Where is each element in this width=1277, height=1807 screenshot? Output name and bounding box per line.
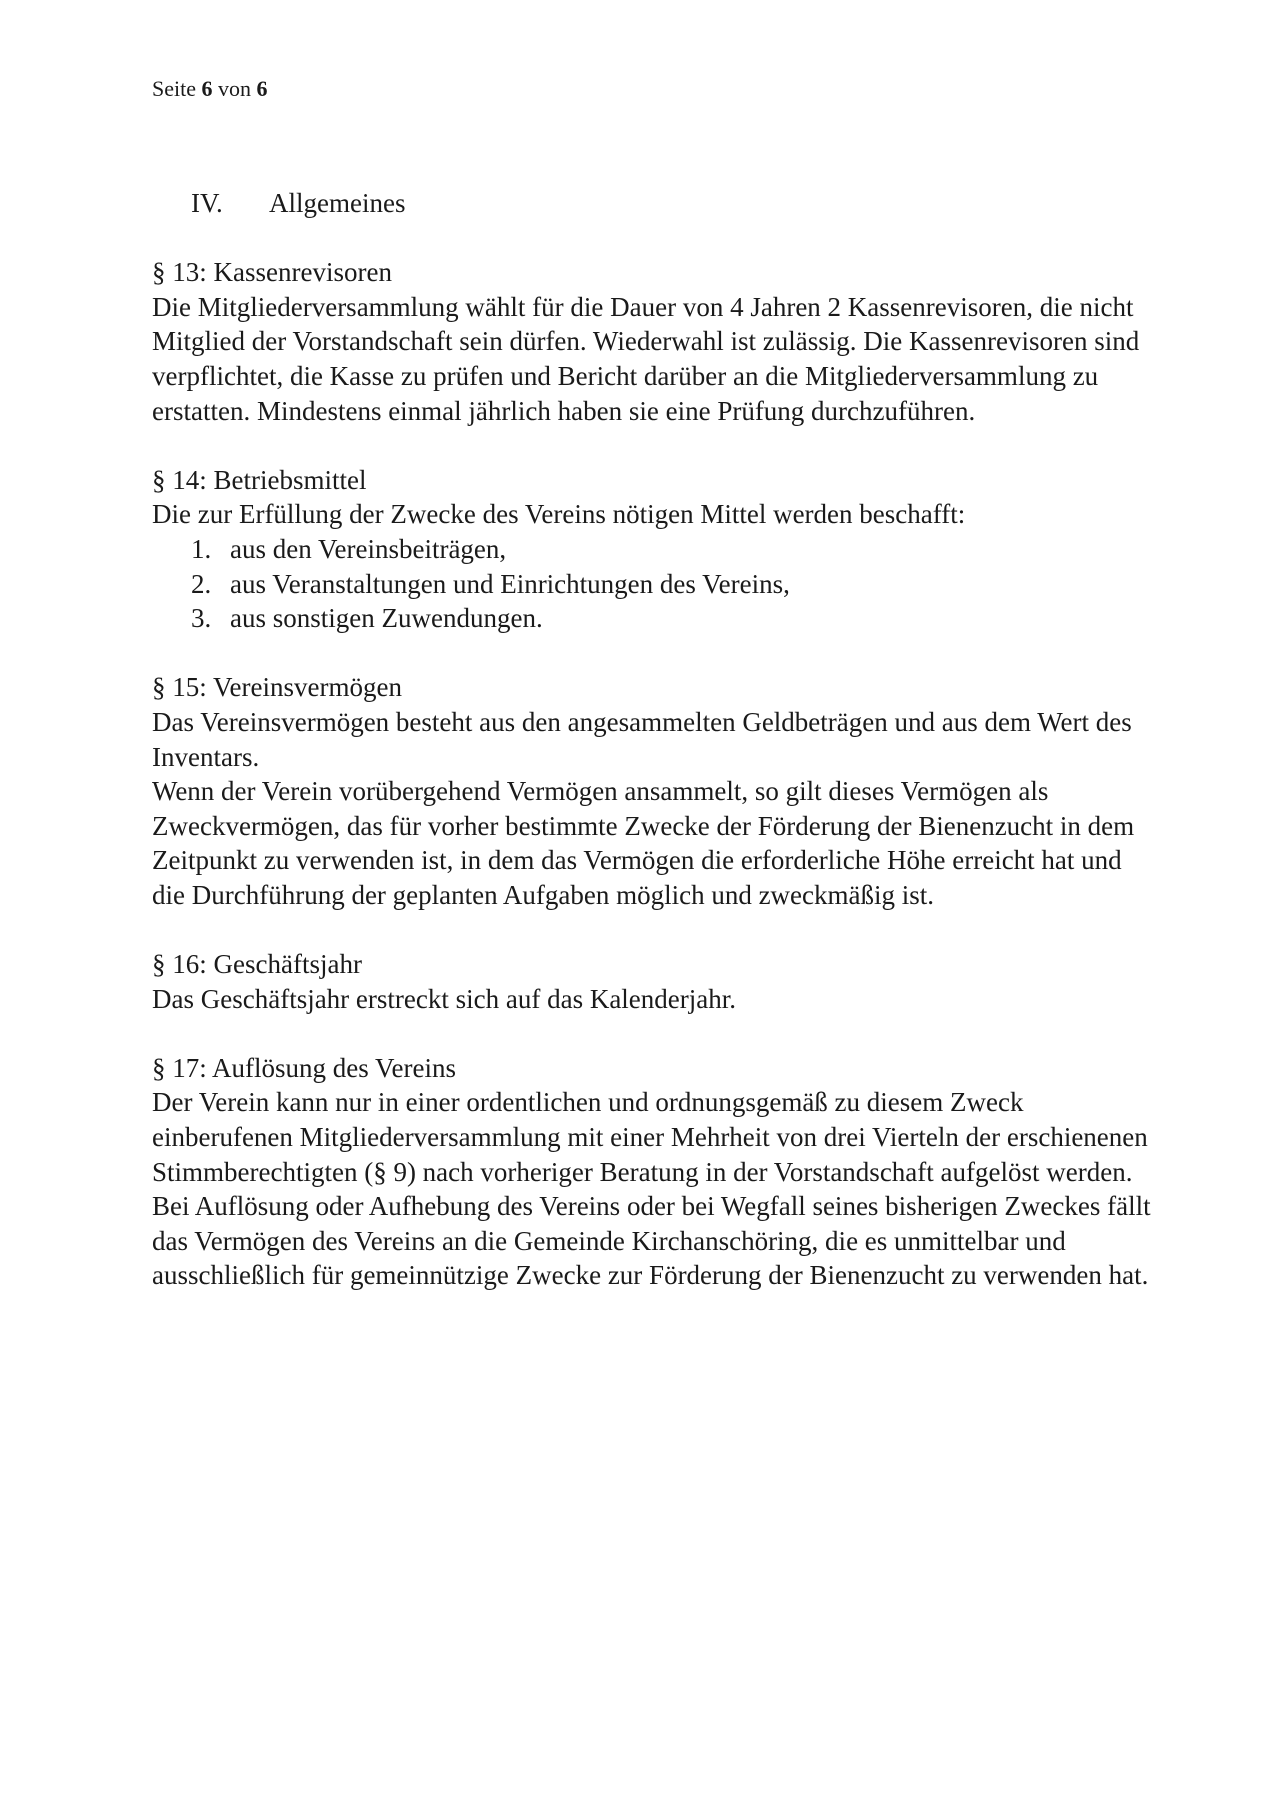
page-number-total: 6 — [256, 76, 268, 101]
list-item-number: 2. — [191, 568, 212, 599]
section-paragraph: Das Vereinsvermögen besteht aus den angesammelten Geldbeträgen und aus dem Wert des Inventars. — [152, 706, 1132, 772]
list-item — [191, 567, 1152, 602]
section-title: § 14: Betriebsmittel — [152, 464, 367, 495]
section-paragraph: Die Mitgliederversammlung wählt für die Dauer von 4 Jahren 2 Kassenrevisoren, die nicht Mitglied der Vorstandschaft sein dürfen. Wiederwahl ist zulässig. Die Kassenrevisoren sind verpflichtet, die Kasse zu prüfen und Bericht darüber an die Mitgliederversammlung zu erstatten. Mindestens einmal jährlich haben sie eine Prüfung durchzuführen. — [152, 291, 1140, 426]
section-paragraph: Bei Auflösung oder Aufhebung des Vereins oder bei Wegfall seines bisherigen Zweckes fällt das Vermögen des Vereins an die Gemeinde Kirchanschöring, die es unmittelbar und ausschließlich für gemeinnützige Zwecke zur Förderung der Bienenzucht zu verwenden hat. — [152, 1191, 1151, 1291]
list-item-text: aus sonstigen Zuwendungen. — [230, 603, 543, 634]
section-16 — [152, 947, 1152, 1016]
list-item-number: 1. — [191, 533, 212, 564]
chapter-title: Allgemeines — [269, 188, 406, 218]
section-17 — [152, 1051, 1152, 1293]
document-body — [152, 186, 1152, 1328]
section-title: § 17: Auflösung des Vereins — [152, 1052, 456, 1083]
chapter-heading — [191, 186, 1152, 221]
section-paragraph: Die zur Erfüllung der Zwecke des Vereins nötigen Mittel werden beschafft: — [152, 499, 966, 530]
section-paragraph: Das Geschäftsjahr erstreckt sich auf das Kalenderjahr. — [152, 983, 737, 1014]
chapter-number: IV. — [191, 188, 223, 218]
section-15 — [152, 670, 1152, 912]
list-item-text: aus den Vereinsbeiträgen, — [230, 533, 507, 564]
page-number-prefix: Seite — [152, 76, 196, 101]
page-number — [152, 74, 268, 104]
section-paragraph: Wenn der Verein vorübergehend Vermögen ansammelt, so gilt dieses Vermögen als Zweckvermögen, das für vorher bestimmte Zwecke der Förderung der Bienenzucht in dem Zeitpunkt zu verwenden ist, in dem das Vermögen die erforderliche Höhe erreicht hat und die Durchführung der geplanten Aufgaben möglich und zweckmäßig ist. — [152, 776, 1135, 910]
list-item-number: 3. — [191, 603, 212, 634]
section-14 — [152, 463, 1152, 636]
funding-list — [152, 532, 1152, 636]
list-item-text: aus Veranstaltungen und Einrichtungen des Vereins, — [230, 568, 790, 599]
section-paragraph: Der Verein kann nur in einer ordentlichen und ordnungsgemäß zu diesem Zweck einberufenen Mitgliederversammlung mit einer Mehrheit von drei Vierteln der erschienenen Stimmberechtigten (§ 9) nach vorheriger Beratung in der Vorstandschaft aufgelöst werden. — [152, 1087, 1148, 1187]
list-item — [191, 601, 1152, 636]
section-13 — [152, 255, 1152, 428]
section-title: § 15: Vereinsvermögen — [152, 672, 402, 703]
section-title: § 13: Kassenrevisoren — [152, 257, 392, 288]
page-number-middle: von — [218, 76, 251, 101]
section-title: § 16: Geschäftsjahr — [152, 949, 362, 980]
page-number-current: 6 — [201, 76, 213, 101]
list-item — [191, 532, 1152, 567]
